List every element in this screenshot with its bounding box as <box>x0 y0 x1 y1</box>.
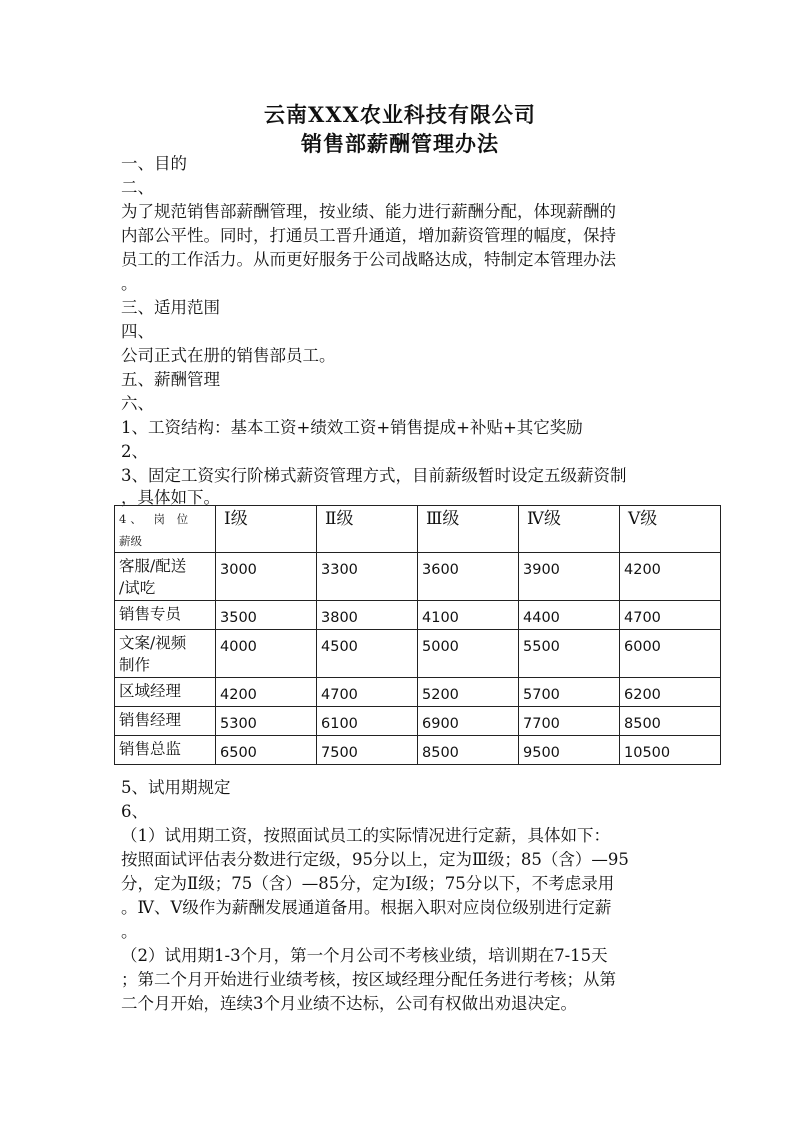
salary-cell: 4100 <box>418 601 519 630</box>
document-title-policy: 销售部薪酬管理办法 <box>301 131 499 156</box>
salary-cell: 6100 <box>317 707 418 736</box>
level-header: Ⅰ级 <box>216 506 317 553</box>
corner-header-position: 4、 岗 位 <box>119 512 193 526</box>
table-header-row <box>115 506 721 553</box>
role-cell <box>115 678 216 707</box>
probation-line-1: （1）试用期工资，按照面试员工的实际情况进行定薪，具体如下： <box>121 826 610 845</box>
salary-cell: 8500 <box>620 707 721 736</box>
table-row <box>115 736 721 765</box>
section-heading-purpose: 一、目的 <box>121 154 187 173</box>
probation-line-7: ；第二个月开始进行业绩考核，按区域经理分配任务进行考核；从第 <box>121 970 616 989</box>
section-heading-4: 四、 <box>121 322 154 341</box>
table-row <box>115 678 721 707</box>
probation-line-6: （2）试用期1-3个月，第一个月公司不考核业绩，培训期在7-15天 <box>121 946 608 965</box>
document-title-company: 云南XXX农业科技有限公司 <box>264 102 536 127</box>
salary-cell: 5300 <box>216 707 317 736</box>
section-heading-salary: 五、薪酬管理 <box>121 370 220 389</box>
salary-cell: 10500 <box>620 736 721 765</box>
section-heading-2: 二、 <box>121 178 154 197</box>
probation-line-5: 。 <box>121 922 138 941</box>
role-cell <box>115 630 216 678</box>
salary-cell: 4500 <box>317 630 418 678</box>
item-3-line-1: 3、固定工资实行阶梯式薪资管理方式，目前薪级暂时设定五级薪资制 <box>121 466 627 485</box>
corner-header-level: 薪级 <box>119 534 142 548</box>
table-row <box>115 630 721 678</box>
salary-cell: 3500 <box>216 601 317 630</box>
table-corner-header <box>115 506 216 553</box>
salary-cell: 3800 <box>317 601 418 630</box>
table-row <box>115 553 721 601</box>
item-2: 2、 <box>121 442 148 461</box>
role-name-cont: 制作 <box>119 656 151 674</box>
salary-cell: 7700 <box>519 707 620 736</box>
level-header: Ⅴ级 <box>620 506 721 553</box>
role-name: 销售专员 <box>119 605 182 623</box>
level-header: Ⅳ级 <box>519 506 620 553</box>
role-name: 客服/配送 <box>119 557 187 575</box>
role-name-cont: /试吃 <box>119 579 156 597</box>
role-name: 销售总监 <box>119 740 182 758</box>
role-name: 销售经理 <box>119 711 182 729</box>
salary-cell: 5500 <box>519 630 620 678</box>
level-header: Ⅱ级 <box>317 506 418 553</box>
item-6: 6、 <box>121 802 148 821</box>
item-3-line-2: ，具体如下。 <box>121 488 220 507</box>
salary-cell: 5200 <box>418 678 519 707</box>
salary-cell: 4700 <box>317 678 418 707</box>
salary-cell: 4200 <box>620 553 721 601</box>
salary-cell: 7500 <box>317 736 418 765</box>
purpose-paragraph-line-1: 为了规范销售部薪酬管理，按业绩、能力进行薪酬分配，体现薪酬的 <box>121 202 616 221</box>
item-probation-heading: 5、试用期规定 <box>121 778 231 797</box>
salary-cell: 8500 <box>418 736 519 765</box>
purpose-paragraph-line-4: 。 <box>121 274 138 293</box>
probation-line-3: 分，定为Ⅱ级；75（含）—85分，定为Ⅰ级；75分以下，不考虑录用 <box>121 874 615 893</box>
salary-cell: 6000 <box>620 630 721 678</box>
probation-line-8: 二个月开始，连续3个月业绩不达标，公司有权做出劝退决定。 <box>121 994 577 1013</box>
role-name: 文案/视频 <box>119 634 187 652</box>
role-cell <box>115 553 216 601</box>
scope-text: 公司正式在册的销售部员工。 <box>121 346 336 365</box>
table-row <box>115 601 721 630</box>
item-salary-structure: 1、工资结构：基本工资+绩效工资+销售提成+补贴+其它奖励 <box>121 418 583 437</box>
salary-cell: 3300 <box>317 553 418 601</box>
purpose-paragraph-line-3: 员工的工作活力。从而更好服务于公司战略达成，特制定本管理办法 <box>121 250 616 269</box>
salary-cell: 6900 <box>418 707 519 736</box>
role-name: 区域经理 <box>119 682 182 700</box>
purpose-paragraph-line-2: 内部公平性。同时，打通员工晋升通道，增加薪资管理的幅度，保持 <box>121 226 616 245</box>
probation-line-4: 。Ⅳ、Ⅴ级作为薪酬发展通道备用。根据入职对应岗位级别进行定薪 <box>121 898 612 917</box>
role-cell <box>115 707 216 736</box>
probation-line-2: 按照面试评估表分数进行定级，95分以上，定为Ⅲ级；85（含）—95 <box>121 850 629 869</box>
salary-cell: 3000 <box>216 553 317 601</box>
salary-cell: 4400 <box>519 601 620 630</box>
level-header: Ⅲ级 <box>418 506 519 553</box>
section-heading-6: 六、 <box>121 394 154 413</box>
section-heading-scope: 三、适用范围 <box>121 298 220 317</box>
salary-cell: 4700 <box>620 601 721 630</box>
salary-cell: 6200 <box>620 678 721 707</box>
salary-cell: 5000 <box>418 630 519 678</box>
salary-cell: 5700 <box>519 678 620 707</box>
role-cell <box>115 601 216 630</box>
salary-cell: 4200 <box>216 678 317 707</box>
salary-cell: 9500 <box>519 736 620 765</box>
salary-cell: 3900 <box>519 553 620 601</box>
salary-cell: 4000 <box>216 630 317 678</box>
role-cell <box>115 736 216 765</box>
salary-cell: 3600 <box>418 553 519 601</box>
salary-level-table <box>114 505 721 765</box>
table-row <box>115 707 721 736</box>
salary-cell: 6500 <box>216 736 317 765</box>
